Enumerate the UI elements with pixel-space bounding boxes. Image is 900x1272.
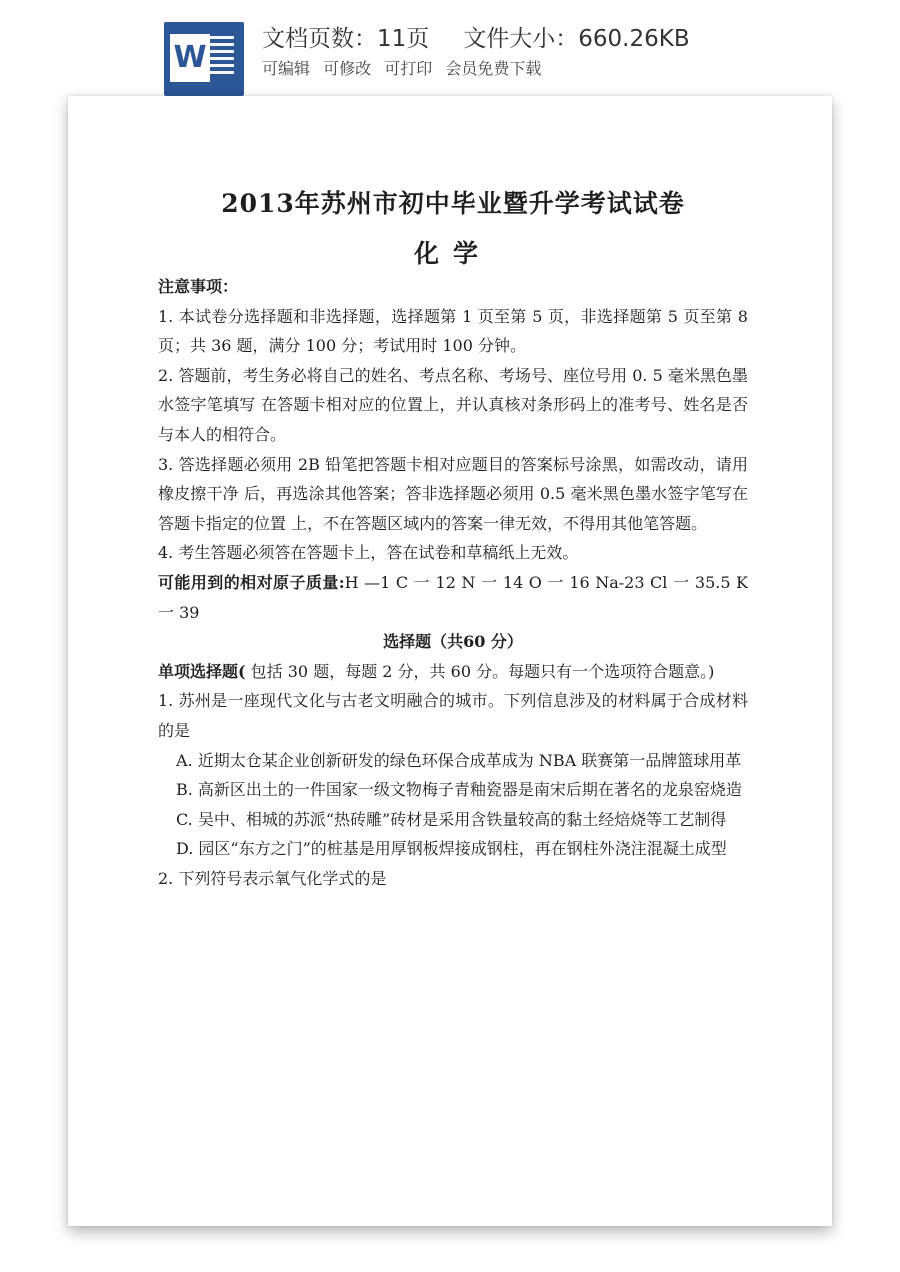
question-1-option-a: A. 近期太仓某企业创新研发的绿色环保合成革成为 NBA 联赛第一品牌篮球用革 xyxy=(176,750,742,770)
section-intro-text: 包括 30 题，每题 2 分，共 60 分。每题只有一个选项符合题意。) xyxy=(245,661,715,681)
feature-modifiable: 可修改 xyxy=(323,59,372,78)
section-intro xyxy=(158,657,748,687)
exam-body xyxy=(158,272,748,893)
notice-item-1: 1. 本试卷分选择题和非选择题，选择题第 1 页至第 5 页，非选择题第 5 页至第 8 页；共 36 题，满分 100 分；考试用时 100 分钟。 xyxy=(158,306,748,356)
question-1-option-d: D. 园区“东方之门”的桩基是用厚钢板焊接成钢柱，再在钢柱外浇注混凝土成型 xyxy=(176,839,727,859)
atomic-mass-values: H —1 C 一 12 N 一 14 O 一 16 Na-23 Cl 一 35.5 K 一 39 xyxy=(158,572,748,622)
feature-member-download: 会员免费下载 xyxy=(445,59,542,78)
document-page xyxy=(68,96,832,1226)
word-letter: W xyxy=(170,34,210,82)
feature-list xyxy=(262,56,549,79)
atomic-mass-label: 可能用到的相对原子质量: xyxy=(158,572,345,592)
word-document-icon xyxy=(164,22,244,96)
file-size: 文件大小：660.26KB xyxy=(463,26,690,52)
file-stats xyxy=(262,20,690,53)
section-intro-label: 单项选择题( xyxy=(158,661,246,681)
page-count: 文档页数：11页 xyxy=(262,26,430,52)
exam-subject: 化学 xyxy=(413,239,492,268)
exam-title: 2013年苏州市初中毕业暨升学考试试卷 xyxy=(221,189,685,218)
feature-editable: 可编辑 xyxy=(262,59,311,78)
question-2-stem: 2. 下列符号表示氧气化学式的是 xyxy=(158,868,387,888)
question-1-option-c: C. 吴中、相城的苏派“热砖雕”砖材是采用含铁量较高的黏土经焙烧等工艺制得 xyxy=(176,809,727,829)
notice-item-4: 4. 考生答题必须答在答题卡上，答在试卷和草稿纸上无效。 xyxy=(158,543,579,563)
atomic-mass-line xyxy=(158,568,748,627)
notice-item-3: 3. 答选择题必须用 2B 铅笔把答题卡相对应题目的答案标号涂黑，如需改动，请用橡皮擦干净 后，再选涂其他答案；答非选择题必须用 0.5 毫米黑色墨水签字笔写在答题卡指定的位置 上，不在答题区域内的答案一律无效，不得用其他笔答题。 xyxy=(158,454,748,533)
document-info-banner xyxy=(0,0,900,96)
feature-printable: 可打印 xyxy=(384,59,433,78)
question-1-stem: 1. 苏州是一座现代文化与古老文明融合的城市。下列信息涉及的材料属于合成材料的是 xyxy=(158,691,748,740)
notice-item-2: 2. 答题前，考生务必将自己的姓名、考点名称、考场号、座位号用 0. 5 毫米黑色墨水签字笔填写 在答题卡相对应的位置上，并认真核对条形码上的准考号、姓名是否与本人的相符合。 xyxy=(158,365,748,444)
question-1-option-b: B. 高新区出土的一件国家一级文物梅子青釉瓷器是南宋后期在著名的龙泉窑烧造 xyxy=(176,780,742,800)
section-heading: 选择题（共60 分） xyxy=(383,632,523,652)
text-lines-decoration xyxy=(210,36,234,78)
notice-heading: 注意事项： xyxy=(158,277,239,296)
